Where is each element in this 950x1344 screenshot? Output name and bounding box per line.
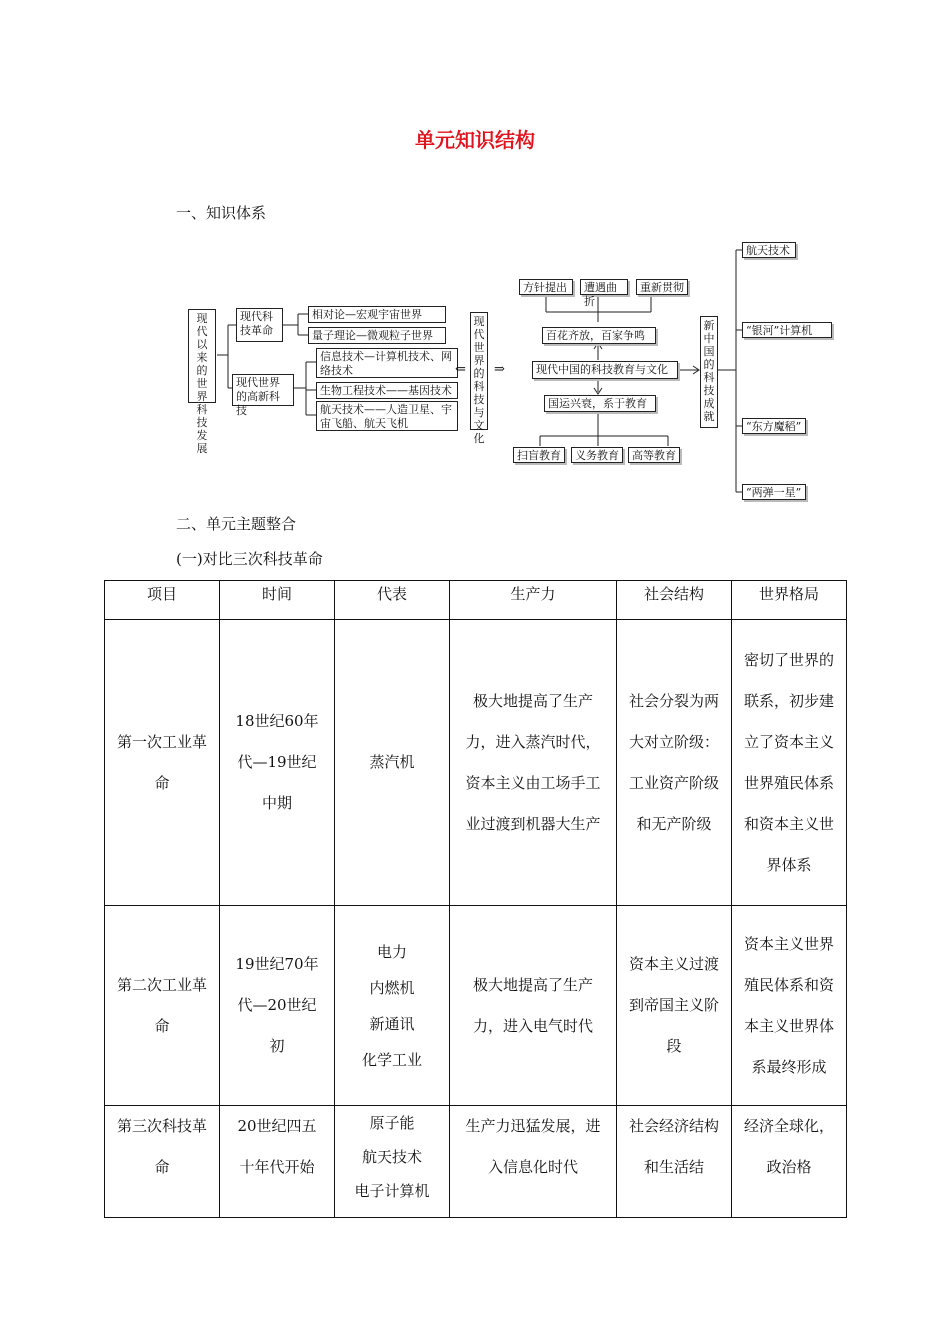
comparison-table <box>104 580 847 1218</box>
diagram-revolution-box: 现代科技革命 <box>236 308 283 342</box>
diagram-arrow-right: ⇒ <box>494 362 505 377</box>
section-heading-theme-integration: 二、单元主题整合 <box>176 515 297 533</box>
diagram-policy2-box: 遭遇曲折 <box>580 279 628 295</box>
diagram-relativity-box: 相对论—宏观宇宙世界 <box>308 306 446 323</box>
diagram-edu3-box: 高等教育 <box>628 447 680 463</box>
subsection-heading: (一)对比三次科技革命 <box>176 550 323 568</box>
diagram-guoyun-box: 国运兴衰，系于教育 <box>544 395 656 412</box>
table-header-cell: 生产力 <box>450 581 617 620</box>
diagram-hightech-box: 现代世界的高新科技 <box>232 374 294 406</box>
table-cell: 第三次科技革命 <box>105 1106 220 1218</box>
diagram-edu2-box: 义务教育 <box>571 447 623 463</box>
diagram-newchina-box: 新 中 国 的 科 技 成 就 <box>700 316 718 428</box>
diagram-policy1-box: 方针提出 <box>519 279 573 295</box>
diagram-bio-box: 生物工程技术——基因技术 <box>316 382 458 399</box>
diagram-quantum-box: 量子理论—微观粒子世界 <box>308 327 446 344</box>
diagram-info-box: 信息技术—计算机技术、网络技术 <box>316 348 458 378</box>
diagram-policy3-box: 重新贯彻 <box>636 279 688 295</box>
table-cell: 18世纪60年代—19世纪中期 <box>220 620 335 906</box>
diagram-ach4-box: “两弹一星” <box>742 484 806 500</box>
diagram-space-box: 航天技术——人造卫星、宇宙飞船、航天飞机 <box>316 401 458 431</box>
diagram-ach3-box: “东方魔稻” <box>742 418 806 434</box>
page-title: 单元知识结构 <box>415 128 535 152</box>
table-cell: 经济全球化，政治格 <box>732 1106 847 1218</box>
table-cell: 第一次工业革命 <box>105 620 220 906</box>
table-cell: 19世纪70年代—20世纪初 <box>220 906 335 1106</box>
table-cell: 社会经济结构和生活结 <box>617 1106 732 1218</box>
table-row <box>105 1106 847 1218</box>
table-cell: 资本主义世界殖民体系和资本主义世界体系最终形成 <box>732 906 847 1106</box>
table-header-cell: 项目 <box>105 581 220 620</box>
table-cell: 原子能 航天技术 电子计算机 <box>335 1106 450 1218</box>
table-header-cell: 时间 <box>220 581 335 620</box>
diagram-ach2-box: “银河”计算机 <box>742 322 832 338</box>
table-cell: 蒸汽机 <box>335 620 450 906</box>
diagram-world-box: 现 代 世 界 的 科 技 与 文 化 <box>470 312 488 430</box>
diagram-center-box: 现代中国的科技教育与文化 <box>532 361 678 379</box>
diagram-ach1-box: 航天技术 <box>742 242 796 258</box>
diagram-root-box: 现 代 以 来 的 世 界 科 技 发 展 <box>188 309 216 403</box>
table-row <box>105 620 847 906</box>
table-row <box>105 906 847 1106</box>
table-cell: 资本主义过渡到帝国主义阶段 <box>617 906 732 1106</box>
diagram-arrow-left: ⇐ <box>455 362 466 377</box>
table-header-row <box>105 581 847 620</box>
section-heading-knowledge-system: 一、知识体系 <box>176 204 267 222</box>
diagram-edu1-box: 扫盲教育 <box>513 447 565 463</box>
table-cell: 社会分裂为两大对立阶级：工业资产阶级和无产阶级 <box>617 620 732 906</box>
table-cell: 第二次工业革命 <box>105 906 220 1106</box>
diagram-baihua-box: 百花齐放，百家争鸣 <box>542 327 656 344</box>
table-cell: 极大地提高了生产力，进入电气时代 <box>450 906 617 1106</box>
table-cell: 电力 内燃机 新通讯 化学工业 <box>335 906 450 1106</box>
table-cell: 密切了世界的联系，初步建立了资本主义世界殖民体系和资本主义世界体系 <box>732 620 847 906</box>
table-cell: 生产力迅猛发展，进入信息化时代 <box>450 1106 617 1218</box>
table-header-cell: 世界格局 <box>732 581 847 620</box>
table-header-cell: 社会结构 <box>617 581 732 620</box>
table-cell: 极大地提高了生产力，进入蒸汽时代，资本主义由工场手工业过渡到机器大生产 <box>450 620 617 906</box>
table-cell: 20世纪四五十年代开始 <box>220 1106 335 1218</box>
table-header-cell: 代表 <box>335 581 450 620</box>
